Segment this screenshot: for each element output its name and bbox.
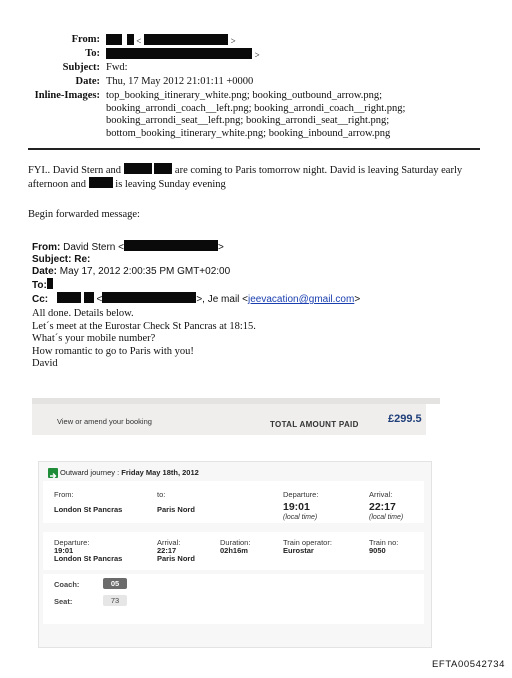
fwd-date-label: Date: (32, 266, 58, 277)
outward-date: Friday May 18th, 2012 (121, 468, 199, 477)
segment-arrival-label: Arrival: (157, 538, 181, 547)
fwd-to-label: To: (32, 280, 47, 291)
arrival-label: Arrival: (369, 490, 393, 499)
outward-journey-header (60, 468, 199, 477)
view-amend-link[interactable]: View or amend your booking (57, 417, 152, 426)
fwd-from-row: From: David Stern < > (32, 242, 224, 253)
duration-value: 02h16m (220, 546, 248, 555)
segment-departure-station: London St Pancras (54, 554, 123, 563)
document-id: EFTA00542734 (432, 659, 506, 670)
train-operator-value: Eurostar (283, 546, 314, 555)
to-label: To: (85, 48, 100, 59)
message-line: How romantic to go to Paris with you! (32, 345, 194, 357)
fyi-paragraph (28, 163, 488, 191)
fwd-cc-label: Cc: (32, 294, 49, 305)
coach-badge: 05 (103, 578, 127, 589)
redaction (57, 292, 81, 303)
departure-label: Departure: (283, 490, 319, 499)
arrival-time: 22:17 (369, 501, 396, 513)
redaction (84, 292, 94, 303)
fwd-date-value: May 17, 2012 2:00:35 PM GMT+02:00 (59, 266, 231, 277)
subject-label: Subject: (62, 62, 100, 73)
from-station-label: From: (54, 490, 74, 499)
outbound-arrow-icon (48, 468, 58, 478)
message-line: Let´s meet at the Eurostar Check St Pancras at 18:15. (32, 320, 256, 332)
booking-panel-topbar (32, 398, 440, 404)
email-link[interactable]: jeevacation@gmail.com (248, 294, 355, 305)
fwd-subject-value: Re: (74, 254, 91, 265)
fwd-date-row (32, 266, 360, 278)
forwarded-header (32, 240, 360, 306)
train-operator-label: Train operator: (283, 538, 332, 547)
fwd-subject-label: Subject: (32, 254, 72, 265)
duration-label: Duration: (220, 538, 251, 547)
fyi-text: are coming to Paris tomorrow night. David is leaving Saturday early (174, 165, 463, 176)
fwd-cc-row: Cc: < >, Je mail <jeevacation@gmail.com> (32, 294, 361, 305)
total-amount-label: TOTAL AMOUNT PAID (270, 420, 359, 429)
fwd-cc-text: >, Je mail < (196, 294, 249, 305)
message-line: All done. Details below. (32, 308, 134, 319)
fyi-text: is leaving Sunday evening (115, 179, 226, 190)
redaction (127, 34, 134, 45)
panel-notch (426, 404, 440, 435)
subject-value: Fwd: (106, 62, 128, 73)
header-divider (28, 148, 480, 150)
redaction (47, 278, 53, 289)
coach-label: Coach: (54, 580, 80, 589)
seat-box (43, 574, 424, 624)
redaction (102, 292, 196, 303)
date-value: Thu, 17 May 2012 21:01:11 +0000 (106, 76, 254, 87)
inline-images-list (106, 90, 405, 140)
segment-departure-label: Departure: (54, 538, 90, 547)
inline-image-line: booking_arrondi_coach__left.png; booking_arrondi_coach__right.png; (106, 102, 406, 114)
redaction (144, 34, 228, 45)
redaction (124, 163, 152, 174)
departure-local-time: (local time) (283, 514, 318, 521)
redaction (154, 163, 172, 174)
inline-image-line: bottom_booking_itinerary_white.png; booking_inbound_arrow.png (106, 127, 391, 139)
to-station-value: Paris Nord (157, 505, 195, 514)
fwd-cc-end: > (354, 294, 361, 305)
departure-time: 19:01 (283, 501, 310, 513)
message-line: What´s your mobile number? (32, 333, 156, 344)
from-station-value: London St Pancras (54, 505, 123, 514)
segment-arrival-time: 22:17 (157, 546, 177, 555)
redaction (89, 177, 113, 188)
outward-prefix: Outward journey : (60, 468, 122, 477)
fwd-subject-row (32, 254, 360, 266)
fwd-from-label: From: (32, 242, 61, 253)
redaction (106, 34, 122, 45)
from-label: From: (71, 34, 100, 45)
route-box (43, 481, 424, 523)
fyi-text: FYI.. David Stern and (28, 165, 122, 176)
fwd-to-row (32, 278, 360, 292)
inline-image-line: top_booking_itinerary_white.png; booking_outbound_arrow.png; (106, 90, 383, 101)
fyi-text: afternoon and (28, 179, 87, 190)
seat-label: Seat: (54, 597, 73, 606)
to-value: > (106, 48, 260, 61)
seat-badge: 73 (103, 595, 127, 606)
inline-image-line: booking_arrondi_seat__left.png; booking_arrondi_seat__right.png; (106, 115, 390, 126)
forwarded-body (32, 308, 256, 371)
message-line: David (32, 358, 58, 369)
segment-arrival-station: Paris Nord (157, 554, 195, 563)
begin-forwarded: Begin forwarded message: (28, 209, 140, 220)
inline-images-label: Inline-Images: (34, 90, 100, 101)
redaction (106, 48, 252, 59)
total-amount-value: £299.5 (388, 413, 422, 425)
date-label: Date: (75, 76, 100, 87)
redaction (124, 240, 218, 251)
fwd-from-value: David Stern < (63, 242, 124, 253)
from-value: < > (106, 34, 236, 47)
train-no-value: 9050 (369, 546, 386, 555)
train-no-label: Train no: (369, 538, 399, 547)
to-station-label: to: (157, 490, 166, 499)
segment-departure-time: 19:01 (54, 546, 74, 555)
arrival-local-time: (local time) (369, 514, 404, 521)
